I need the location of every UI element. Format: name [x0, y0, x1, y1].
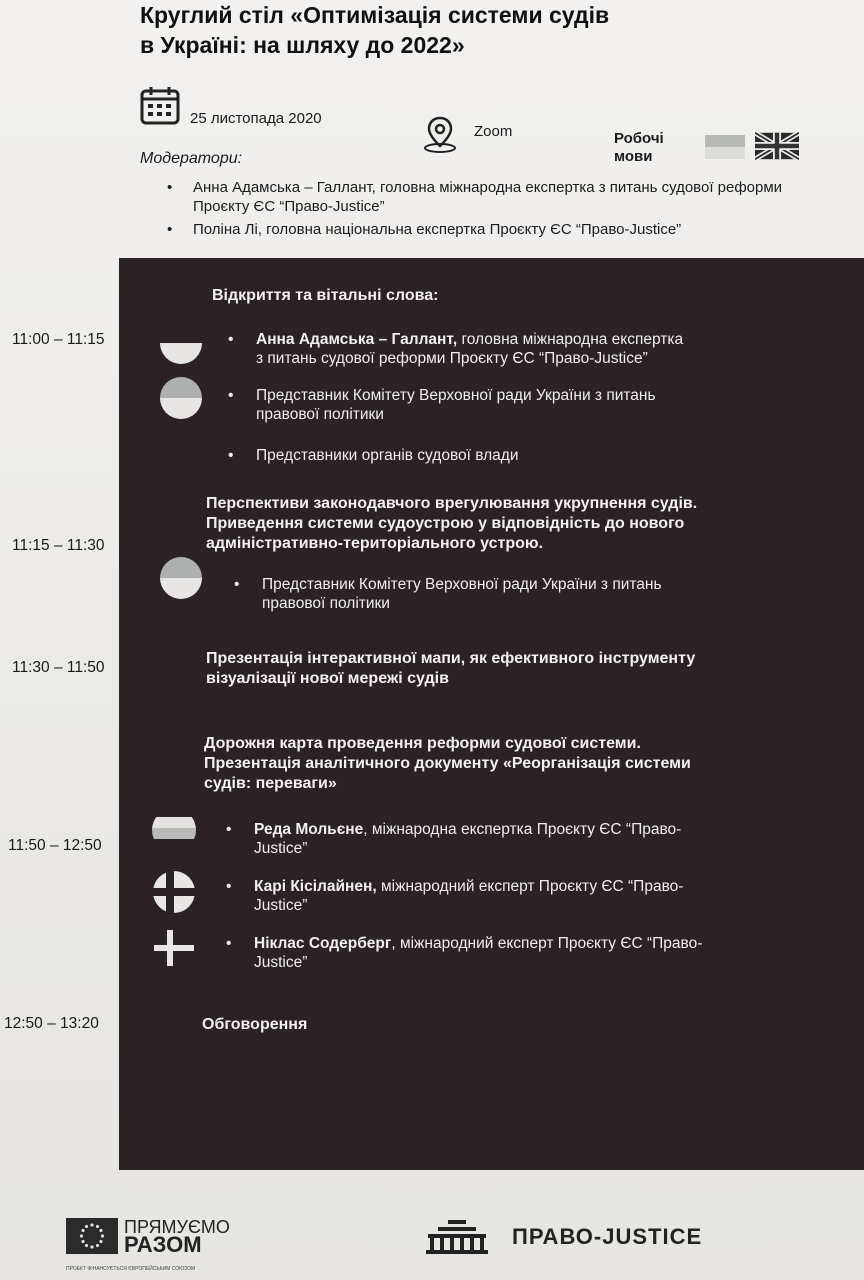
section-title: Перспективи законодавчого врегулювання укрупнення судів. Приведення системи судоустрою у відповідність до нового адміністративно-територіального устрою.: [206, 495, 698, 552]
location-text: Zoom: [474, 122, 513, 140]
ukraine-flag-icon: [160, 377, 202, 419]
list-item: • Ніклас Содерберг, міжнародний експерт Проєкту ЄС “Право- Justice”: [226, 934, 844, 972]
pravo-justice-logo: [426, 1220, 702, 1254]
pravo-justice-logo-text: ПРАВО-JUSTICE: [512, 1224, 703, 1249]
section-title: Відкриття та вітальні слова:: [212, 287, 439, 304]
uk-flag-icon: [755, 132, 799, 160]
title-line-1: Круглий стіл «Оптимізація системи судів: [140, 2, 610, 28]
eu-flag-icon: [66, 1218, 118, 1254]
time-slot-5: 12:50 – 13:20: [4, 1015, 99, 1032]
time-slot-4: 11:50 – 12:50: [8, 837, 102, 854]
time-slot-3: 11:30 – 11:50: [12, 659, 105, 676]
ukraine-flag-icon: [160, 557, 202, 599]
title-line-2: в Україні: на шляху до 2022»: [140, 32, 465, 58]
time-slot-2: 11:15 – 11:30: [12, 537, 105, 554]
date-text: 25 листопада 2020: [190, 110, 322, 127]
eu-logo-line-2: РАЗОМ: [124, 1232, 202, 1257]
event-location: [420, 114, 512, 154]
finland-flag-icon: [152, 870, 196, 914]
moderators-label: Модератори:: [140, 150, 243, 167]
sweden-flag-icon: [152, 926, 196, 970]
speaker-flag-icon: [160, 322, 202, 364]
section-title: Презентація інтерактивної мапи, як ефективного інструменту візуалізації нової мережі судів: [206, 650, 696, 687]
list-item: • Представники органів судової влади: [228, 446, 836, 465]
eu-logo: [66, 1217, 230, 1257]
section-title: Обговорення: [202, 1016, 308, 1033]
moderators-list: [165, 178, 805, 243]
list-item: • Карі Кісілайнен, міжнародний експерт Проєкту ЄС “Право- Justice”: [226, 877, 844, 915]
columns-icon: [426, 1220, 488, 1254]
calendar-icon: [140, 85, 180, 125]
list-item: • Поліна Лі, головна національна експертка Проєкту ЄС “Право-Justice”: [165, 220, 805, 239]
list-item: • Представник Комітету Верховної ради України з питань правової політики: [234, 575, 842, 613]
lithuania-flag-icon: [152, 808, 196, 852]
location-pin-icon: [420, 114, 460, 154]
page-title: [140, 0, 780, 60]
section-title: Дорожня карта проведення реформи судової системи. Презентація аналітичного документу «Реорганізація системи судів: переваги»: [204, 735, 691, 792]
working-languages-label: Робочі мови: [614, 130, 664, 165]
list-item: • Реда Мольєне, міжнародна експертка Проєкту ЄС “Право- Justice”: [226, 820, 844, 858]
event-date: [140, 82, 322, 127]
list-item: • Представник Комітету Верховної ради України з питань правової політики: [228, 386, 836, 424]
eu-funding-note: ПРОЕКТ ФІНАНСУЄТЬСЯ ЄВРОПЕЙСЬКИМ СОЮЗОМ: [66, 1266, 196, 1272]
eu-logo-line-1: ПРЯМУЄМО: [124, 1217, 230, 1237]
time-slot-1: 11:00 – 11:15: [12, 331, 105, 348]
ukraine-flag-icon: [705, 135, 745, 159]
list-item: • Анна Адамська – Галлант, головна міжнародна експертка з питань судової реформи Проєкту ЄС “Право-Justice”: [165, 178, 805, 216]
list-item: • Анна Адамська – Галлант, головна міжнародна експертка з питань судової реформи Проєкту ЄС “Право-Justice”: [228, 330, 836, 368]
